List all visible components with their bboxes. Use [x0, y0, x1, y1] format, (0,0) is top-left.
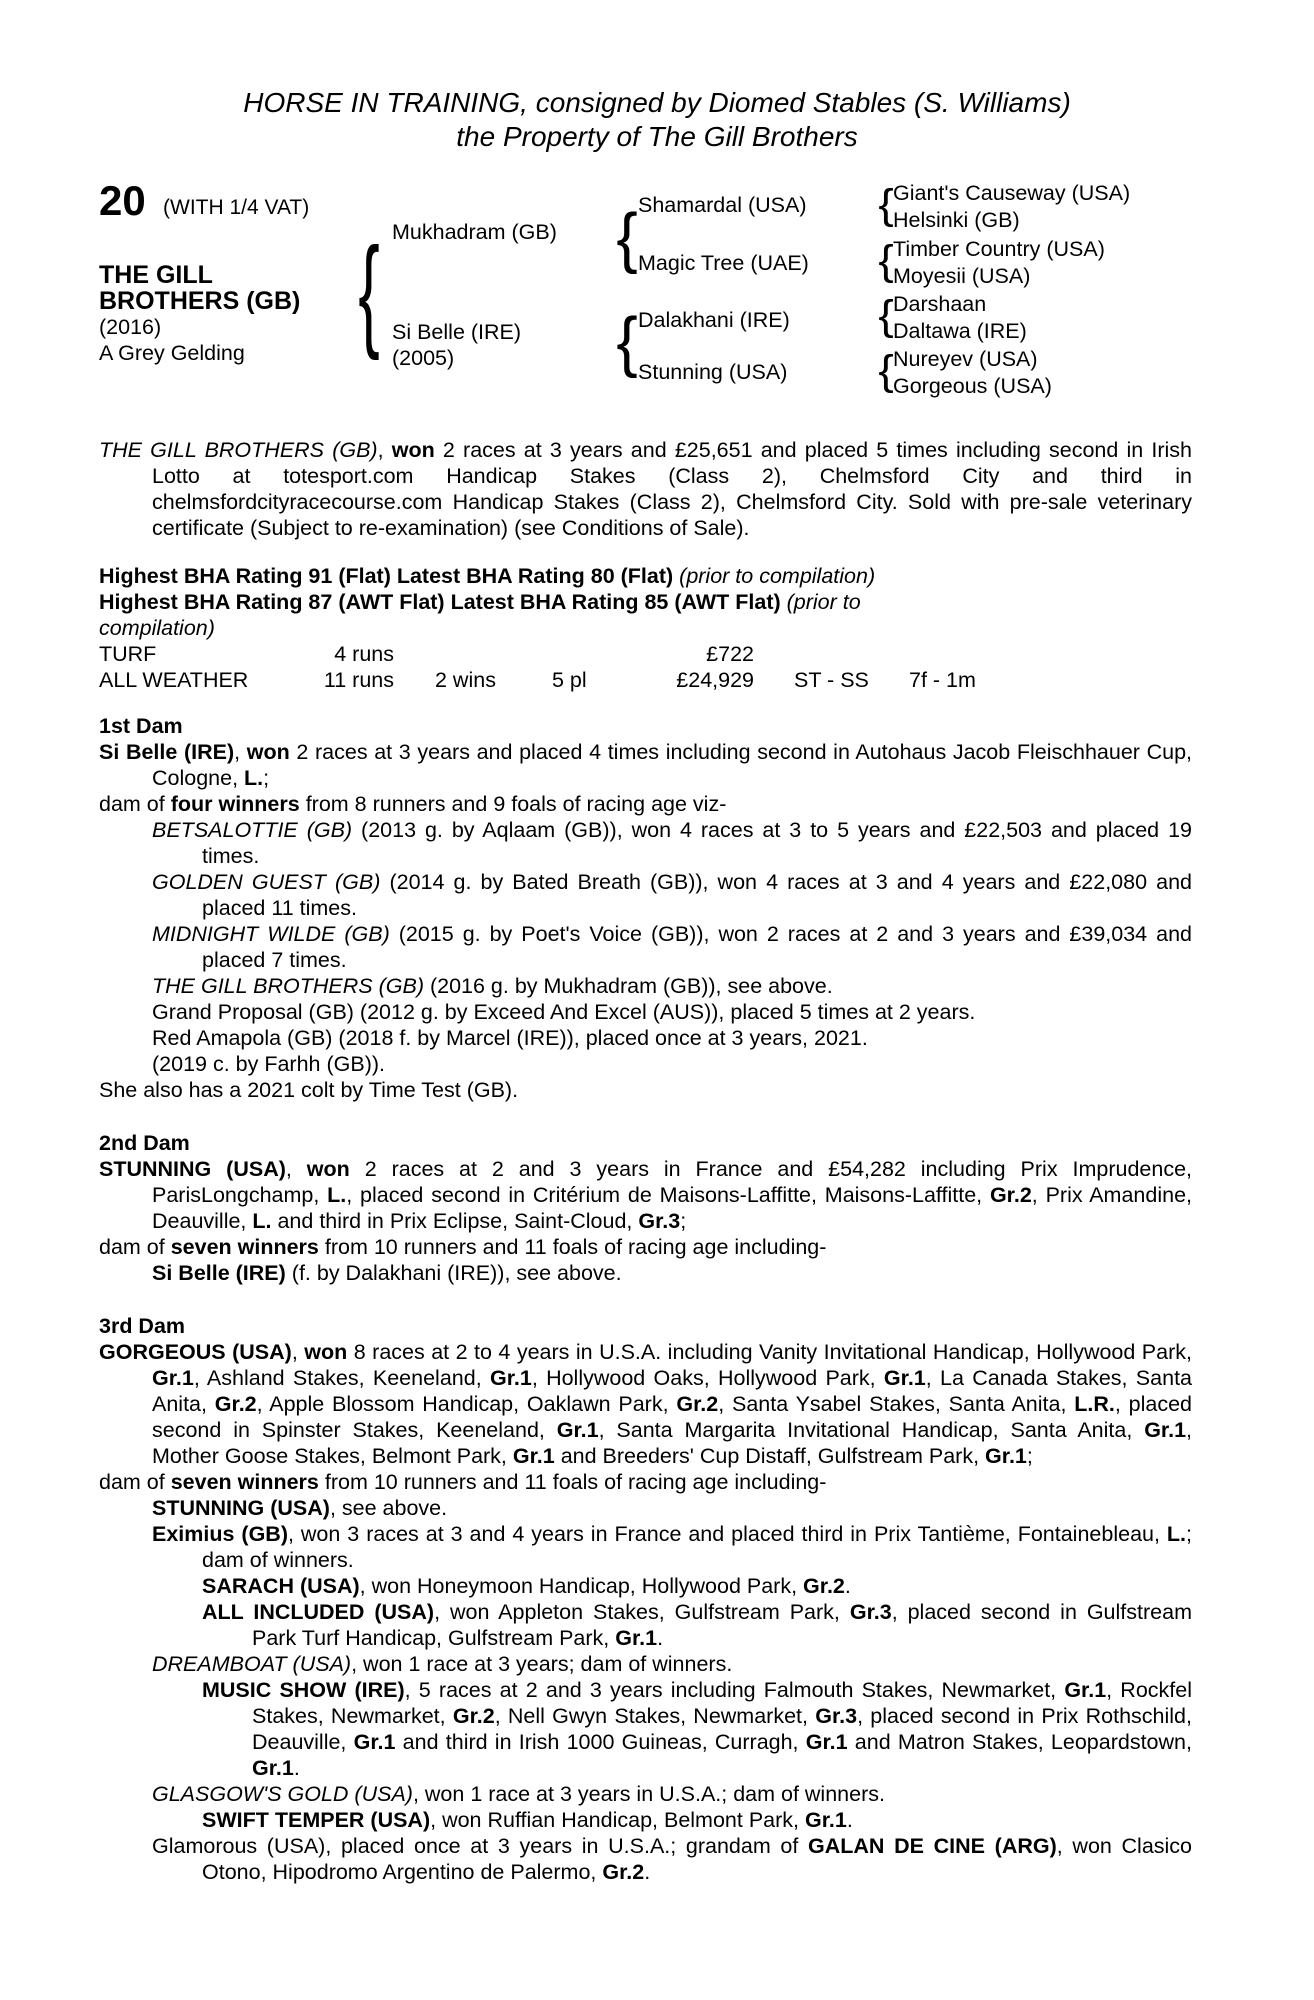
text-run: Gr.2 — [989, 1183, 1032, 1207]
text-run: L. — [252, 1209, 272, 1233]
text-run: Grand Proposal (GB) (2012 g. by Exceed And Excel (AUS)), placed 5 times at 2 years. — [152, 1000, 976, 1024]
progeny-entry — [99, 1677, 1192, 1781]
dam-paragraph — [99, 739, 1192, 791]
text-run: Gr.1 — [152, 1366, 194, 1390]
text-run: MIDNIGHT WILDE (GB) — [152, 922, 390, 946]
text-run: Gr.1 — [883, 1366, 926, 1390]
text-run: , — [234, 740, 247, 764]
text-run: , La Canada Stakes, Santa Anita, — [152, 1366, 1192, 1416]
consignor-line: HORSE IN TRAINING, consigned by Diomed Stables (S. Williams) — [243, 87, 1071, 118]
progeny-entry — [99, 817, 1192, 869]
text-run: , see above. — [329, 1496, 448, 1520]
text-run: Gr.2 — [214, 1392, 257, 1416]
bha-rating-line — [99, 563, 1192, 589]
stats-earnings: £24,929 — [676, 668, 754, 692]
stats-runs: 4 runs — [334, 642, 394, 666]
text-run: Gr.1 — [1144, 1418, 1187, 1442]
text-run: four winners — [170, 792, 300, 816]
text-run: 2 races at 2 and 3 years in France and £54,282 including Prix Imprudence, ParisLongchamp, — [152, 1157, 1192, 1207]
text-run: dam of — [99, 1470, 171, 1494]
text-run: Gr.3 — [815, 1704, 858, 1728]
horse-name-block — [99, 262, 331, 366]
pedigree-gg-pair-2 — [893, 236, 1105, 290]
pedigree-gg-pair-1 — [893, 180, 1130, 234]
text-run: and Matron Stakes, Leopardstown, — [847, 1730, 1192, 1754]
text-run: GLASGOW'S GOLD (USA) — [152, 1782, 413, 1806]
text-run: , Nell Gwyn Stakes, Newmarket, — [494, 1704, 816, 1728]
text-run: dam of — [99, 792, 171, 816]
dam-paragraph — [99, 1469, 1192, 1495]
text-run: (2014 g. by Bated Breath (GB)), won 4 races at 3 and 4 years and £22,080 and placed 11 times. — [202, 870, 1192, 920]
text-run: , Santa Margarita Invitational Handicap, Santa Anita, — [598, 1418, 1145, 1442]
brace-icon — [878, 183, 893, 224]
stats-wins: 2 wins — [435, 668, 496, 692]
text-run: compilation) — [99, 616, 215, 640]
progeny-entry — [99, 1651, 1192, 1677]
text-run: STUNNING (USA) — [152, 1496, 330, 1520]
text-run: 8 races at 2 to 4 years in U.S.A. including Vanity Invitational Handicap, Hollywood Park, — [347, 1340, 1192, 1364]
text-run: dam of — [99, 1235, 171, 1259]
stats-distance-range: 7f - 1m — [909, 668, 976, 692]
horse-foaling-year: (2016) — [99, 315, 162, 339]
text-run: (prior to — [786, 590, 861, 614]
pedigree-gg-name: Moyesii (USA) — [893, 264, 1031, 288]
text-run: (2016 g. by Mukhadram (GB)), see above. — [423, 974, 833, 998]
text-run: Gr.1 — [805, 1730, 848, 1754]
text-run: THE GILL BROTHERS (GB) — [99, 438, 378, 462]
stats-runs: 11 runs — [323, 668, 394, 692]
text-run: , Prix Amandine, Deauville, — [152, 1183, 1193, 1233]
stats-row-all-weather — [99, 667, 1192, 693]
text-run: . — [846, 1808, 853, 1832]
text-run: ; — [1026, 1444, 1033, 1468]
text-run: L. — [327, 1183, 347, 1207]
stats-surface: TURF — [99, 642, 157, 666]
pedigree-sire: Mukhadram (GB) — [392, 220, 557, 244]
text-run: and Breeders' Cup Distaff, Gulfstream Park, — [554, 1444, 986, 1468]
progeny-entry — [99, 1781, 1192, 1807]
page-header — [0, 86, 1314, 154]
stats-surface: ALL WEATHER — [99, 668, 249, 692]
text-run: , won Clasico Otono, Hipodromo Argentino de Palermo, — [202, 1834, 1193, 1884]
text-run: Red Amapola (GB) (2018 f. by Marcel (IRE)), placed once at 3 years, 2021. — [152, 1026, 868, 1050]
pedigree-gg-name: Gorgeous (USA) — [893, 374, 1052, 398]
text-run: (prior to compilation) — [679, 564, 876, 588]
text-run: Gr.1 — [252, 1756, 294, 1780]
pedigree-sire-sire: Shamardal (USA) — [638, 193, 807, 217]
pedigree-gg-name: Timber Country (USA) — [893, 237, 1105, 261]
text-run: Gr.2 — [452, 1704, 495, 1728]
pedigree-dam: Si Belle (IRE) — [392, 320, 522, 344]
stats-going-codes: ST - SS — [794, 668, 869, 692]
first-dam-header: 1st Dam — [99, 714, 183, 738]
race-stats-table — [99, 641, 1192, 693]
text-run: SWIFT TEMPER (USA) — [202, 1808, 431, 1832]
text-run: , — [377, 438, 392, 462]
text-run: Gr.2 — [602, 1860, 645, 1884]
text-run: 2 races at 3 years and placed 4 times including second in Autohaus Jacob Fleischhauer Cup, Cologne, — [152, 740, 1192, 790]
third-dam-header: 3rd Dam — [99, 1314, 186, 1338]
text-run: and third in Prix Eclipse, Saint-Cloud, — [271, 1209, 639, 1233]
text-run: from 10 runners and 11 foals of racing age including- — [318, 1235, 827, 1259]
pedigree-gg-name: Darshaan — [893, 292, 987, 316]
text-run: Gr.1 — [512, 1444, 555, 1468]
text-run: (2015 g. by Poet's Voice (GB)), won 2 races at 2 and 3 years and £39,034 and placed 7 times. — [202, 922, 1192, 972]
text-run: (2013 g. by Aqlaam (GB)), won 4 races at 3 to 5 years and £22,503 and placed 19 times. — [202, 818, 1192, 868]
text-run: , won Ruffian Handicap, Belmont Park, — [430, 1808, 805, 1832]
horse-description: A Grey Gelding — [99, 341, 245, 365]
text-run: . — [293, 1756, 300, 1780]
pedigree-gg-pair-3 — [893, 291, 1027, 345]
progeny-entry — [99, 1833, 1192, 1885]
text-run: seven winners — [170, 1470, 319, 1494]
pedigree-dam-sire: Dalakhani (IRE) — [638, 308, 790, 332]
progeny-entry — [99, 1260, 1192, 1286]
text-run: , won 1 race at 3 years; dam of winners. — [351, 1652, 733, 1676]
text-run: ; — [680, 1209, 687, 1233]
progeny-entry — [99, 921, 1192, 973]
text-run: Gr.1 — [615, 1626, 658, 1650]
text-run: won — [304, 1340, 348, 1364]
text-run: , placed second in Prix Rothschild, Deauville, — [252, 1704, 1192, 1754]
dam-paragraph — [99, 1339, 1192, 1469]
text-run: Gr.1 — [985, 1444, 1027, 1468]
text-run: L. — [1166, 1522, 1187, 1546]
text-run: THE GILL BROTHERS (GB) — [152, 974, 424, 998]
text-run: , won 1 race at 3 years in U.S.A.; dam of winners. — [412, 1782, 885, 1806]
lot-vat-note: (WITH 1/4 VAT) — [163, 196, 310, 219]
text-run: , placed second in Gulfstream Park Turf Handicap, Gulfstream Park, — [252, 1600, 1192, 1650]
pedigree-gg-name: Giant's Causeway (USA) — [893, 181, 1131, 205]
text-run: Gr.1 — [804, 1808, 847, 1832]
text-run: (f. by Dalakhani (IRE)), see above. — [285, 1261, 622, 1285]
text-run: GALAN DE CINE (ARG) — [808, 1834, 1057, 1858]
text-run: Eximius (GB) — [152, 1522, 288, 1546]
text-run: Si Belle (IRE) — [99, 740, 235, 764]
text-run: . — [644, 1860, 651, 1884]
pedigree-dam-dam: Stunning (USA) — [638, 360, 788, 384]
pedigree-sire-dam: Magic Tree (UAE) — [638, 251, 809, 275]
brace-icon — [358, 229, 379, 354]
dam-paragraph — [99, 1077, 1192, 1103]
text-run: SARACH (USA) — [202, 1574, 360, 1598]
text-run: Highest BHA Rating 91 (Flat) Latest BHA Rating 80 (Flat) — [99, 564, 680, 588]
progeny-entry — [99, 1599, 1192, 1651]
pedigree-gg-name: Helsinki (GB) — [893, 208, 1020, 232]
bha-rating-line — [99, 589, 1192, 615]
text-run: won — [391, 438, 435, 462]
text-run: , 5 races at 2 and 3 years including Falmouth Stakes, Newmarket, — [404, 1678, 1065, 1702]
pedigree-gg-pair-4 — [893, 346, 1052, 400]
brace-icon — [878, 239, 893, 280]
text-run: L. — [244, 766, 264, 790]
text-run: 2 races at 3 years and £25,651 and placed 5 times including second in Irish Lotto at totesport.com Handicap Stakes (Class 2), Chelmsford City and third in chelmsfordcityracecourse.com Handicap Stakes (Class 2), Chelmsford City. Sold with pre-sale veterinary certificate (Subject to re-examination) (see Conditions of Sale). — [152, 438, 1193, 540]
text-run: , — [291, 1340, 305, 1364]
text-run: Gr.1 — [1064, 1678, 1107, 1702]
progeny-entry — [99, 869, 1192, 921]
progeny-entry — [99, 973, 1192, 999]
progeny-entry — [99, 1573, 1192, 1599]
bha-rating-line — [99, 615, 1192, 641]
text-run: Gr.1 — [353, 1730, 396, 1754]
text-run: Gr.2 — [676, 1392, 719, 1416]
text-run: , placed second in Critérium de Maisons-Laffitte, Maisons-Laffitte, — [346, 1183, 990, 1207]
progeny-entry — [99, 999, 1192, 1025]
pedigree-gg-name: Daltawa (IRE) — [893, 319, 1027, 343]
text-run: won — [246, 740, 290, 764]
dam-paragraph — [99, 1234, 1192, 1260]
text-run: STUNNING (USA) — [99, 1157, 286, 1181]
text-run: seven winners — [170, 1235, 319, 1259]
text-run: Gr.3 — [638, 1209, 681, 1233]
text-run: DREAMBOAT (USA) — [152, 1652, 352, 1676]
brace-icon — [878, 294, 893, 335]
text-run: GOLDEN GUEST (GB) — [152, 870, 381, 894]
second-dam-header: 2nd Dam — [99, 1131, 190, 1155]
pedigree-dam-year: (2005) — [392, 346, 455, 370]
race-record-paragraph — [99, 437, 1192, 541]
text-run: , Hollywood Oaks, Hollywood Park, — [531, 1366, 884, 1390]
text-run: (2019 c. by Farhh (GB)). — [152, 1052, 385, 1076]
text-run: , — [285, 1157, 307, 1181]
text-run: , Rockfel Stakes, Newmarket, — [252, 1678, 1193, 1728]
progeny-entry — [99, 1807, 1192, 1833]
brace-icon — [616, 203, 637, 270]
progeny-entry — [99, 1495, 1192, 1521]
text-run: . — [657, 1626, 664, 1650]
stats-earnings: £722 — [706, 642, 754, 666]
text-run: , Apple Blossom Handicap, Oaklawn Park, — [256, 1392, 677, 1416]
text-run: , placed second in Spinster Stakes, Keeneland, — [152, 1392, 1192, 1442]
progeny-entry — [99, 1025, 1192, 1051]
text-run: Glamorous (USA), placed once at 3 years in U.S.A.; grandam of — [152, 1834, 809, 1858]
text-run: , won Honeymoon Handicap, Hollywood Park, — [359, 1574, 804, 1598]
text-run: won — [306, 1157, 350, 1181]
dam-paragraph — [99, 1156, 1192, 1234]
text-run: L.R. — [1074, 1392, 1115, 1416]
dam-paragraph — [99, 791, 1192, 817]
text-run: , Ashland Stakes, Keeneland, — [193, 1366, 490, 1390]
pedigree-dam-block — [392, 319, 521, 371]
text-run: ; dam of winners. — [202, 1522, 1192, 1572]
text-run: Gr.1 — [556, 1418, 599, 1442]
text-run: She also has a 2021 colt by Time Test (GB). — [99, 1078, 519, 1102]
text-run: , won 3 races at 3 and 4 years in France and placed third in Prix Tantième, Fontainebleau, — [287, 1522, 1167, 1546]
text-run: MUSIC SHOW (IRE) — [202, 1678, 405, 1702]
lot-number: 20 — [99, 177, 146, 224]
text-run: from 8 runners and 9 foals of racing age viz- — [299, 792, 727, 816]
pedigree-brace-main — [352, 215, 386, 367]
property-line: the Property of The Gill Brothers — [456, 121, 858, 152]
text-run: Gr.3 — [849, 1600, 892, 1624]
progeny-entry — [99, 1051, 1192, 1077]
stats-placings: 5 pl — [552, 668, 587, 692]
brace-icon — [616, 307, 637, 374]
text-run: , Santa Ysabel Stakes, Santa Anita, — [718, 1392, 1075, 1416]
brace-icon — [878, 349, 893, 390]
text-run: ; — [263, 766, 270, 790]
text-run: GORGEOUS (USA) — [99, 1340, 292, 1364]
text-run: . — [844, 1574, 851, 1598]
text-run: and third in Irish 1000 Guineas, Curragh, — [395, 1730, 806, 1754]
bha-ratings-block — [99, 563, 1192, 641]
text-run: Highest BHA Rating 87 (AWT Flat) Latest BHA Rating 85 (AWT Flat) — [99, 590, 787, 614]
text-run: Gr.1 — [489, 1366, 532, 1390]
text-run: , won Appleton Stakes, Gulfstream Park, — [434, 1600, 850, 1624]
progeny-entry — [99, 1521, 1192, 1573]
text-run: BETSALOTTIE (GB) — [152, 818, 353, 842]
catalogue-text — [99, 437, 1192, 1885]
stats-row-turf — [99, 641, 1192, 667]
text-run: from 10 runners and 11 foals of racing age including- — [318, 1470, 827, 1494]
pedigree-gg-name: Nureyev (USA) — [893, 347, 1038, 371]
horse-name: THE GILL BROTHERS (GB) — [99, 261, 301, 315]
text-run: Gr.2 — [803, 1574, 845, 1598]
text-run: Si Belle (IRE) — [152, 1261, 286, 1285]
text-run: , Mother Goose Stakes, Belmont Park, — [152, 1418, 1193, 1468]
text-run: ALL INCLUDED (USA) — [202, 1600, 435, 1624]
